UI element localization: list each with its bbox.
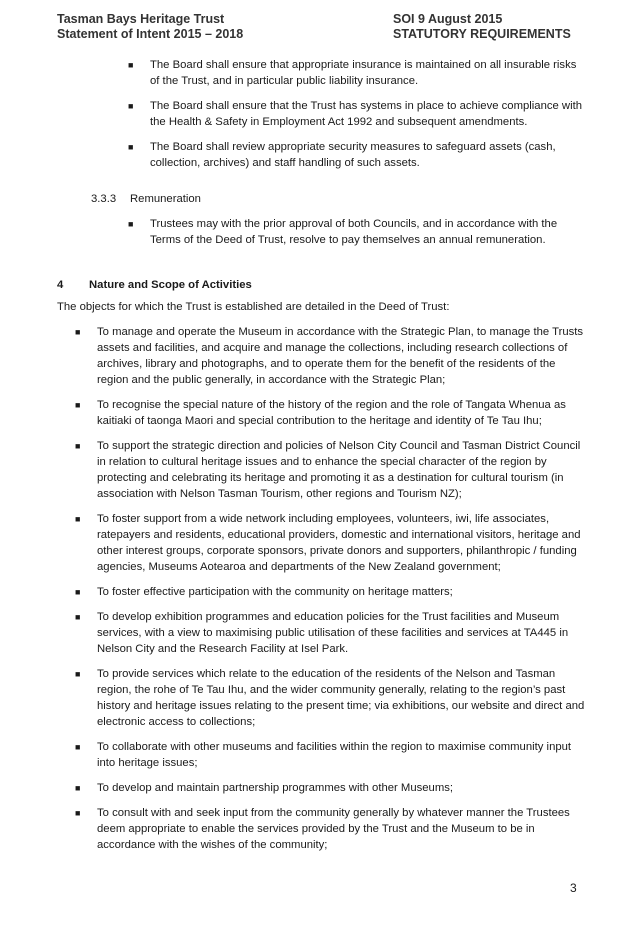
list-item: ■ To foster effective participation with the community on heritage matters; (75, 586, 453, 598)
remuneration-bullet-list (128, 216, 582, 257)
bullet-icon: ■ (128, 219, 134, 229)
bullet-icon: ■ (75, 669, 81, 679)
list-item: ■ To consult with and seek input from the community generally by whatever manner the Trustees deem appropriate to enable the services provided by the Trust and the Museum to be in accordance with the wishes of the community; (75, 807, 570, 851)
header-section: STATUTORY REQUIREMENTS (393, 27, 571, 41)
bullet-icon: ■ (75, 514, 81, 524)
bullet-icon: ■ (75, 808, 81, 818)
remuneration-heading (91, 191, 201, 207)
section-title: Remuneration (130, 193, 201, 205)
section-4-heading (57, 277, 252, 293)
header-date: SOI 9 August 2015 (393, 12, 503, 26)
section-number: 4 (57, 279, 64, 291)
bullet-icon: ■ (128, 60, 134, 70)
page-number: 3 (570, 881, 577, 895)
list-item: ■ Trustees may with the prior approval of both Councils, and in accordance with the Terms of the Deed of Trust, resolve to pay themselves an annual remuneration. (128, 218, 558, 246)
bullet-icon: ■ (75, 612, 81, 622)
bullet-icon: ■ (75, 742, 81, 752)
header-document-title: Statement of Intent 2015 – 2018 (57, 27, 244, 41)
header-organisation: Tasman Bays Heritage Trust (57, 12, 225, 26)
section-number: 3.3.3 (91, 193, 117, 205)
board-bullet-list (128, 57, 583, 180)
list-item: ■ To develop and maintain partnership programmes with other Museums; (75, 782, 454, 794)
bullet-icon: ■ (75, 587, 81, 597)
list-item: ■ To support the strategic direction and policies of Nelson City Council and Tasman District Council in relation to cultural heritage issues and to enhance the special character of the region by protecting and celebrating its heritage and promoting it as a destination for cultural tourism (in association with Nelson Tasman Tourism, other regions and Tourism NZ); (75, 440, 581, 500)
bullet-icon: ■ (75, 400, 81, 410)
objects-bullet-list (75, 324, 585, 862)
list-item: ■ To foster support from a wide network including employees, volunteers, iwi, life associates, ratepayers and residents, educational providers, domestic and international visitors, heritage and other interest groups, corporate sponsors, private donors and supporters, philanthropic / funding agencies, Museums Aotearoa and departments of the New Zealand government; (75, 513, 581, 573)
list-item: ■ To collaborate with other museums and facilities within the region to maximise community input into heritage issues; (75, 741, 572, 769)
bullet-icon: ■ (75, 441, 81, 451)
list-item: ■ To develop exhibition programmes and education policies for the Trust facilities and Museum services, with a view to maximising public utilisation of these facilities and services at TA445 in Nelson City and the Research Facility at Isel Park. (75, 611, 569, 655)
list-item: ■ The Board shall ensure that the Trust has systems in place to achieve compliance with the Health & Safety in Employment Act 1992 and subsequent amendments. (128, 100, 583, 128)
list-item: ■ The Board shall review appropriate security measures to safeguard assets (cash, collection, archives) and staff handling of such assets. (128, 141, 556, 169)
bullet-icon: ■ (128, 101, 134, 111)
document-header-left (57, 12, 243, 42)
bullet-icon: ■ (75, 327, 81, 337)
document-header-right (393, 12, 571, 42)
list-item: ■ To manage and operate the Museum in accordance with the Strategic Plan, to manage the Trusts assets and facilities, and acquire and manage the collections, including research collections of archives, library and photographs, and to operate them for the benefit of the residents of the region and the public generally, in accordance with the Strategic Plan; (75, 326, 584, 386)
bullet-icon: ■ (128, 142, 134, 152)
section-title: Nature and Scope of Activities (89, 279, 252, 291)
list-item: ■ To provide services which relate to the education of the residents of the Nelson and Tasman region, the rohe of Te Tau Ihu, and the wider community generally, relating to the region’s past history and heritage issues relating to the present time; via exhibitions, our website and direct and electronic access to collections; (75, 668, 585, 728)
list-item: ■ The Board shall ensure that appropriate insurance is maintained on all insurable risks of the Trust, and in particular public liability insurance. (128, 59, 577, 87)
bullet-icon: ■ (75, 783, 81, 793)
section-4-intro: The objects for which the Trust is established are detailed in the Deed of Trust: (57, 301, 450, 313)
list-item: ■ To recognise the special nature of the history of the region and the role of Tangata Whenua as kaitiaki of taonga Maori and special contribution to the heritage and identity of Te Tau Ihu; (75, 399, 566, 427)
